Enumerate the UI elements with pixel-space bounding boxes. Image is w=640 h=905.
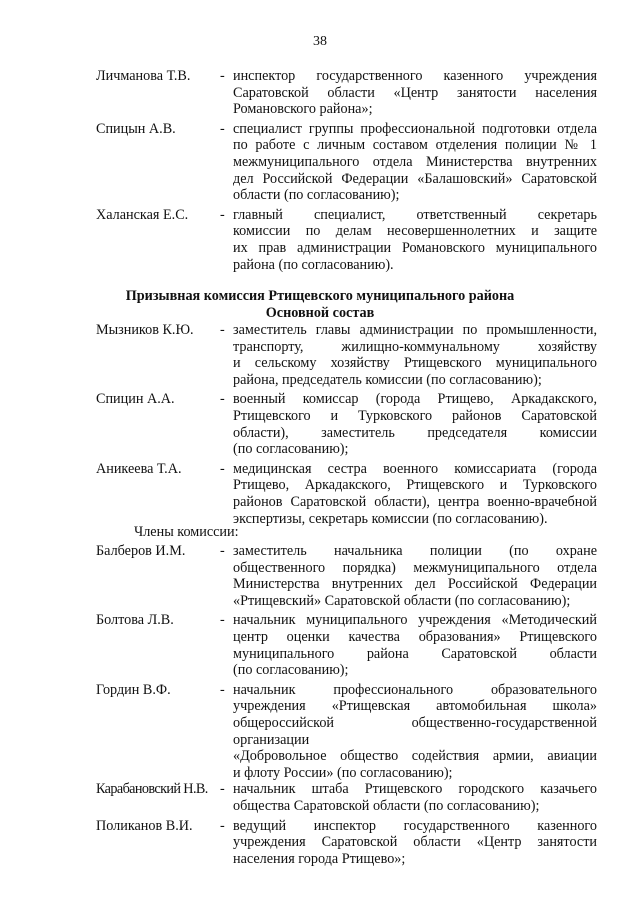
position-description: [233, 322, 597, 388]
position-description: [233, 612, 597, 678]
dash-separator: -: [220, 460, 225, 477]
top-entries-list: [0, 68, 640, 273]
dash-separator: -: [220, 391, 225, 408]
description-line: главный специалист, ответственный секретарь: [233, 206, 597, 223]
description-line: и сельскому хозяйству Ртищевского муниципального: [233, 355, 597, 372]
person-name: Балберов И.М.: [96, 543, 186, 559]
description-line: общероссийской общественно-государственной организации: [233, 714, 597, 748]
entry-row: [0, 391, 640, 457]
description-line: (по согласованию);: [233, 441, 349, 458]
description-line: Романовского района»;: [233, 101, 373, 118]
description-line: общества Саратовской области (по согласованию);: [233, 797, 540, 814]
description-line: учреждения «Ртищевская автомобильная школа»: [233, 698, 597, 715]
dash-separator: -: [220, 206, 225, 223]
description-line: межмуниципального отдела Министерства внутренних: [233, 153, 597, 170]
description-line: центр оценки качества образования» Ртищевского: [233, 628, 597, 645]
dash-separator: -: [220, 68, 225, 84]
members-label: Члены комиссии:: [134, 524, 239, 540]
position-description: [233, 121, 597, 204]
dash-separator: -: [220, 817, 225, 834]
person-name: Карабановский Н.В.: [96, 781, 208, 798]
position-description: [233, 68, 597, 118]
page-number: 38: [313, 34, 327, 49]
member-entries-list: [0, 543, 640, 867]
description-line: района (по согласованию).: [233, 256, 394, 273]
position-description: [233, 391, 597, 457]
description-line: Саратовской области «Центр занятости населения: [233, 84, 597, 101]
description-line: Ртищево, Аркадакского, Ртищевского и Турковского: [233, 477, 597, 494]
section-title: Призывная комиссия Ртищевского муниципального района: [125, 288, 515, 304]
description-line: медицинская сестра военного комиссариата (города: [233, 460, 597, 477]
position-description: [233, 781, 597, 814]
description-line: начальник муниципального учреждения «Методический: [233, 612, 597, 629]
description-line: учреждения Саратовской области «Центр занятости: [233, 834, 597, 851]
description-line: начальник профессионального образовательного: [233, 681, 597, 698]
description-line: (по согласованию);: [233, 662, 349, 679]
dash-separator: -: [220, 781, 225, 798]
description-line: транспорту, жилищно-коммунальному хозяйству: [233, 338, 597, 355]
description-line: муниципального района Саратовской области: [233, 645, 597, 662]
description-line: экспертизы, секретарь комиссии (по согласованию).: [233, 510, 548, 527]
description-line: и флоту России» (по согласованию);: [233, 764, 453, 781]
dash-separator: -: [220, 681, 225, 698]
entry-row: [0, 612, 640, 678]
person-name: Спицин А.А.: [96, 391, 175, 408]
person-name: Халанская Е.С.: [96, 206, 189, 223]
description-line: «Ртищевский» Саратовской области (по согласованию);: [233, 592, 571, 609]
main-entries-list: [0, 322, 640, 527]
description-line: общественного порядка) межмуниципального отдела: [233, 559, 597, 576]
position-description: [233, 207, 597, 273]
description-line: специалист группы профессиональной подготовки отдела: [233, 120, 597, 137]
description-line: Ртищевского и Турковского районов Саратовской: [233, 407, 597, 424]
person-name: Аникеева Т.А.: [96, 460, 182, 477]
description-line: ведущий инспектор государственного казенного: [233, 817, 597, 834]
description-line: области (по согласованию);: [233, 187, 400, 204]
description-line: начальник штаба Ртищевского городского казачьего: [233, 781, 597, 798]
description-line: районов Саратовской области), центра военно-врачебной: [233, 493, 597, 510]
person-name: Мызников К.Ю.: [96, 322, 194, 338]
description-line: инспектор государственного казенного учреждения: [233, 68, 597, 84]
person-name: Личманова Т.В.: [96, 68, 191, 84]
entry-row: [0, 68, 640, 118]
description-line: комиссии по делам несовершеннолетних и защите: [233, 223, 597, 240]
position-description: [233, 818, 597, 868]
dash-separator: -: [220, 543, 225, 559]
description-line: «Добровольное общество содействия армии, авиации: [233, 748, 597, 765]
dash-separator: -: [220, 322, 225, 338]
entry-row: [0, 818, 640, 868]
entry-row: [0, 322, 640, 388]
description-line: заместитель главы администрации по промышленности,: [233, 322, 597, 338]
person-name: Гордин В.Ф.: [96, 681, 171, 698]
person-name: Болтова Л.В.: [96, 612, 174, 629]
description-line: области), заместитель председателя комиссии: [233, 424, 597, 441]
entry-row: [0, 461, 640, 527]
entry-row: [0, 121, 640, 204]
entry-row: [0, 207, 640, 273]
description-line: Министерства внутренних дел Российской Федерации: [233, 576, 597, 593]
entry-row: [0, 781, 640, 814]
description-line: района, председатель комиссии (по согласованию);: [233, 371, 542, 388]
entry-row: [0, 543, 640, 609]
description-line: заместитель начальника полиции (по охране: [233, 543, 597, 559]
entry-row: [0, 682, 640, 782]
dash-separator: -: [220, 120, 225, 137]
position-description: [233, 682, 597, 782]
position-description: [233, 543, 597, 609]
person-name: Спицын А.В.: [96, 120, 176, 137]
position-description: [233, 461, 597, 527]
description-line: дел Российской Федерации «Балашовский» Саратовской: [233, 170, 597, 187]
description-line: военный комиссар (города Ртищево, Аркадакского,: [233, 391, 597, 408]
description-line: по работе с личным составом отделения полиции № 1: [233, 137, 597, 154]
description-line: их прав администрации Романовского муниципального: [233, 239, 597, 256]
section-subtitle: Основной состав: [265, 305, 375, 321]
person-name: Поликанов В.И.: [96, 817, 193, 834]
dash-separator: -: [220, 612, 225, 629]
description-line: населения города Ртищево»;: [233, 850, 406, 867]
